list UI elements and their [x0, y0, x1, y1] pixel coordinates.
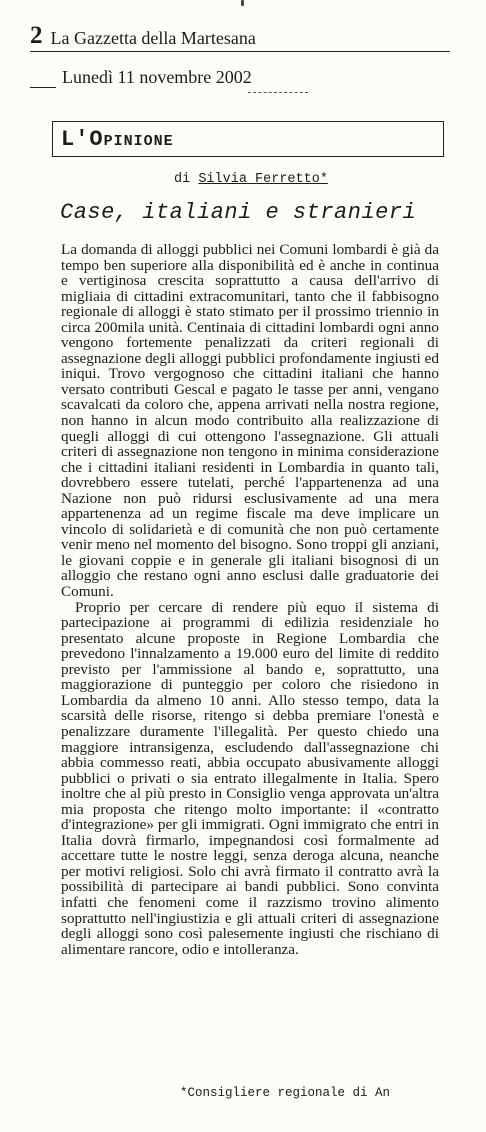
print-speck	[241, 0, 244, 6]
newspaper-name: La Gazzetta della Martesana	[50, 28, 256, 48]
dateline-underline	[248, 92, 308, 93]
dateline-rule	[30, 87, 56, 88]
author-footnote: *Consigliere regionale di An	[180, 1086, 391, 1100]
byline-prefix: di	[174, 172, 191, 187]
article-paragraph: La domanda di alloggi pubblici nei Comuni lombardi è già da tempo ben superiore alla disponibilità ed è anche in continua e vertiginosa crescita soprattutto a causa dell'arrivo di migliaia di cittadini extracomunitari, tanto che il fabbisogno regionale di alloggi è stato stimato per il prossimo triennio in circa 200mila unità. Centinaia di cittadini lombardi ogni anno vengono fortemente penalizzati da criteri regionali di assegnazione degli alloggi pubblici profondamente ingiusti ed iniqui. Trovo vergognoso che cittadini italiani che hanno versato contributi Gescal e pagato le tasse per anni, vengano scavalcati da coloro che, appena arrivati nella nostra regione, non hanno in alcun modo contribuito alla realizzazione di quegli alloggi di cui ottengono l'assegnazione. Gli attuali criteri di assegnazione non tengono in minima considerazione che i cittadini italiani residenti in Lombardia in quanto tali, dovrebbero essere tutelati, perché l'appartenenza ad una Nazione non può ridursi esclusivamente ad una mera appartenenza ad un regime fiscale ma deve implicare un vincolo di solidarietà e di comunità che non può certamente venir meno nel momento del bisogno. Sono troppi gli anziani, le giovani coppie e in generale gli italiani bisognosi di un alloggio che restano ogni anno esclusi dalle graduatorie dei Comuni.	[61, 241, 439, 601]
section-box	[52, 121, 444, 157]
page-number: 2	[30, 22, 43, 49]
section-title: L'Opinione	[61, 126, 174, 152]
author-name: Silvia Ferretto*	[198, 172, 328, 187]
article-body	[61, 242, 439, 957]
masthead	[30, 20, 450, 52]
publication-date: Lunedì 11 novembre 2002	[62, 67, 252, 87]
dateline	[30, 66, 310, 102]
article-paragraph: Proprio per cercare di rendere più equo il sistema di partecipazione ai programmi di edilizia residenziale ho presentato alcune proposte in Regione Lombardia che prevedono l'innalzamento a 19.000 euro del limite di reddito previsto per l'ammissione al bando e, soprattutto, una maggiorazione di punteggio per coloro che risiedono in Lombardia da almeno 10 anni. Allo stesso tempo, data la scarsità delle risorse, ritengo si debba premiare l'onestà e penalizzare duramente l'illegalità. Per questo chiedo una maggiore intransigenza, escludendo dall'assegnazione chi abbia commesso reati, abbia occupato abusivamente alloggi pubblici o privati o sia entrato illegalmente in Italia. Spero inoltre che al più presto in Consiglio venga approvata un'altra mia proposta che ritengo molto importante: il «contratto d'integrazione» per gli immigrati. Ogni immigrato che entri in Italia dovrà firmarlo, impegnandosi così formalmente ad accettare tutte le nostre leggi, senza deroga alcuna, neanche per motivi religiosi. Solo chi avrà firmato il contratto avrà la possibilità di partecipare ai bandi pubblici. Sono convinta infatti che fenomeni come il razzismo trovino alimento soprattutto nell'ingiustizia e gli attuali criteri di assegnazione degli alloggi sono così palesemente ingiusti che rischiano di alimentare rancore, odio e intolleranza.	[61, 598, 439, 958]
article-headline: Case, italiani e stranieri	[60, 200, 417, 225]
byline	[174, 172, 328, 188]
